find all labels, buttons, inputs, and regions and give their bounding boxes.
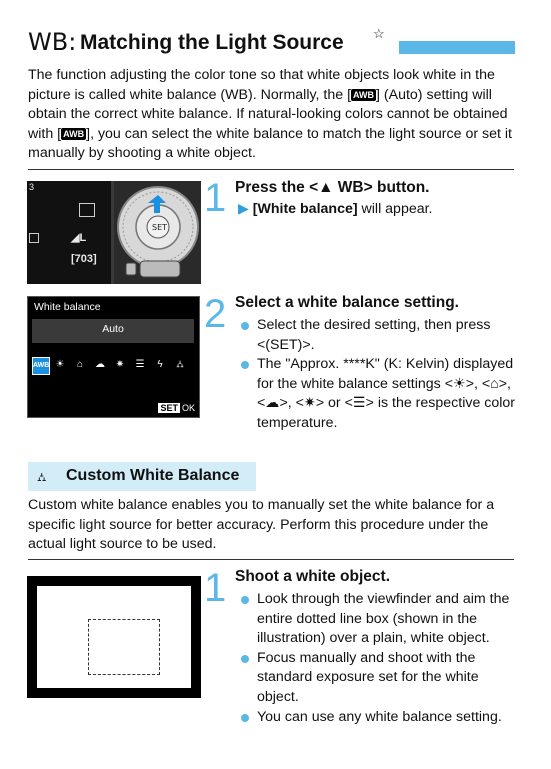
viewfinder-illustration: [27, 576, 201, 698]
metering-icon: [79, 203, 95, 217]
title-accent-bar: [399, 41, 515, 54]
selected-setting-box: [32, 319, 194, 343]
drive-icon: [29, 233, 39, 243]
wb-daylight-icon: ☀: [55, 359, 65, 370]
list-item: Focus manually and shoot with the standard exposure set for the white object.: [236, 649, 520, 708]
intro-paragraph: The function adjusting the color tone so that white objects look white in the picture is called white balance (WB). Normally, the [ AWB ] (Auto) setting will obtain the correct white balance. If natural-looking colors cannot be obtained with [ AWB ], you can select the white balance to match the light source or set it manually by shooting a white object.: [28, 67, 512, 162]
divider: [28, 169, 514, 170]
wb-custom-icon: ⛼: [176, 359, 184, 370]
svg-text:SET: SET: [152, 223, 168, 232]
wb-fluorescent-icon: ☰: [135, 359, 145, 370]
wb-cloudy-icon: ☁: [95, 359, 105, 370]
step-title: Shoot a white object.: [235, 568, 391, 585]
wb-flash-icon: ϟ: [157, 359, 163, 370]
list-item: Select the desired setting, then press <(SET)>.: [236, 316, 518, 355]
page-title: Matching the Light Source: [80, 31, 344, 54]
step-title: Press the <▲ WB> button.: [235, 179, 430, 196]
dotted-line-box: [88, 619, 160, 675]
awb-icon: AWB: [63, 128, 85, 139]
screen-heading: White balance: [34, 301, 101, 313]
lcd-number: 3: [29, 182, 35, 192]
step-title: Select a white balance setting.: [235, 294, 459, 311]
shot-count: [703]: [71, 253, 97, 265]
wb-tungsten-icon: ✷: [115, 359, 125, 370]
arrow-bullet-icon: ▶: [238, 200, 249, 216]
step-number: 1: [204, 176, 227, 220]
list-item: Look through the viewfinder and aim the entire dotted line box (shown in the illustration) over a plain, white object.: [236, 590, 520, 649]
quality-indicator: ◢L: [71, 232, 87, 244]
selected-setting: Auto: [102, 323, 124, 335]
white-balance-screen: [27, 296, 200, 418]
step-number: 1: [204, 566, 227, 610]
title-wb-symbol: WB:: [28, 28, 77, 56]
viewfinder-field: [37, 586, 191, 688]
set-ok-hint: SET OK: [160, 403, 195, 413]
step-bullets: [236, 316, 518, 434]
awb-icon: AWB: [353, 89, 375, 100]
camera-lcd: [27, 181, 114, 284]
step-bullets: [236, 590, 520, 727]
section-description: Custom white balance enables you to manually set the white balance for a specific light source for better accuracy. Perform this procedure under the actual light source to be used.: [28, 497, 495, 553]
section-heading: Custom White Balance: [66, 467, 240, 484]
custom-wb-icon: ⛼: [37, 470, 47, 484]
camera-back-photo: [27, 181, 201, 284]
control-dial-illustration: [114, 181, 201, 284]
wb-shade-icon: ⌂: [76, 359, 84, 370]
step-result: ▶ [White balance] will appear.: [238, 200, 433, 217]
star-icon: ☆: [373, 26, 385, 41]
wb-auto-icon: AWB: [32, 357, 50, 375]
list-item: The "Approx. ****K" (K: Kelvin) displayed for the white balance settings <☀>, <⌂>, <☁>, <✷> or <☰> is the respective color temperature.: [236, 355, 518, 433]
step-number: 2: [204, 292, 227, 336]
list-item: You can use any white balance setting.: [236, 708, 520, 728]
divider: [28, 559, 514, 560]
